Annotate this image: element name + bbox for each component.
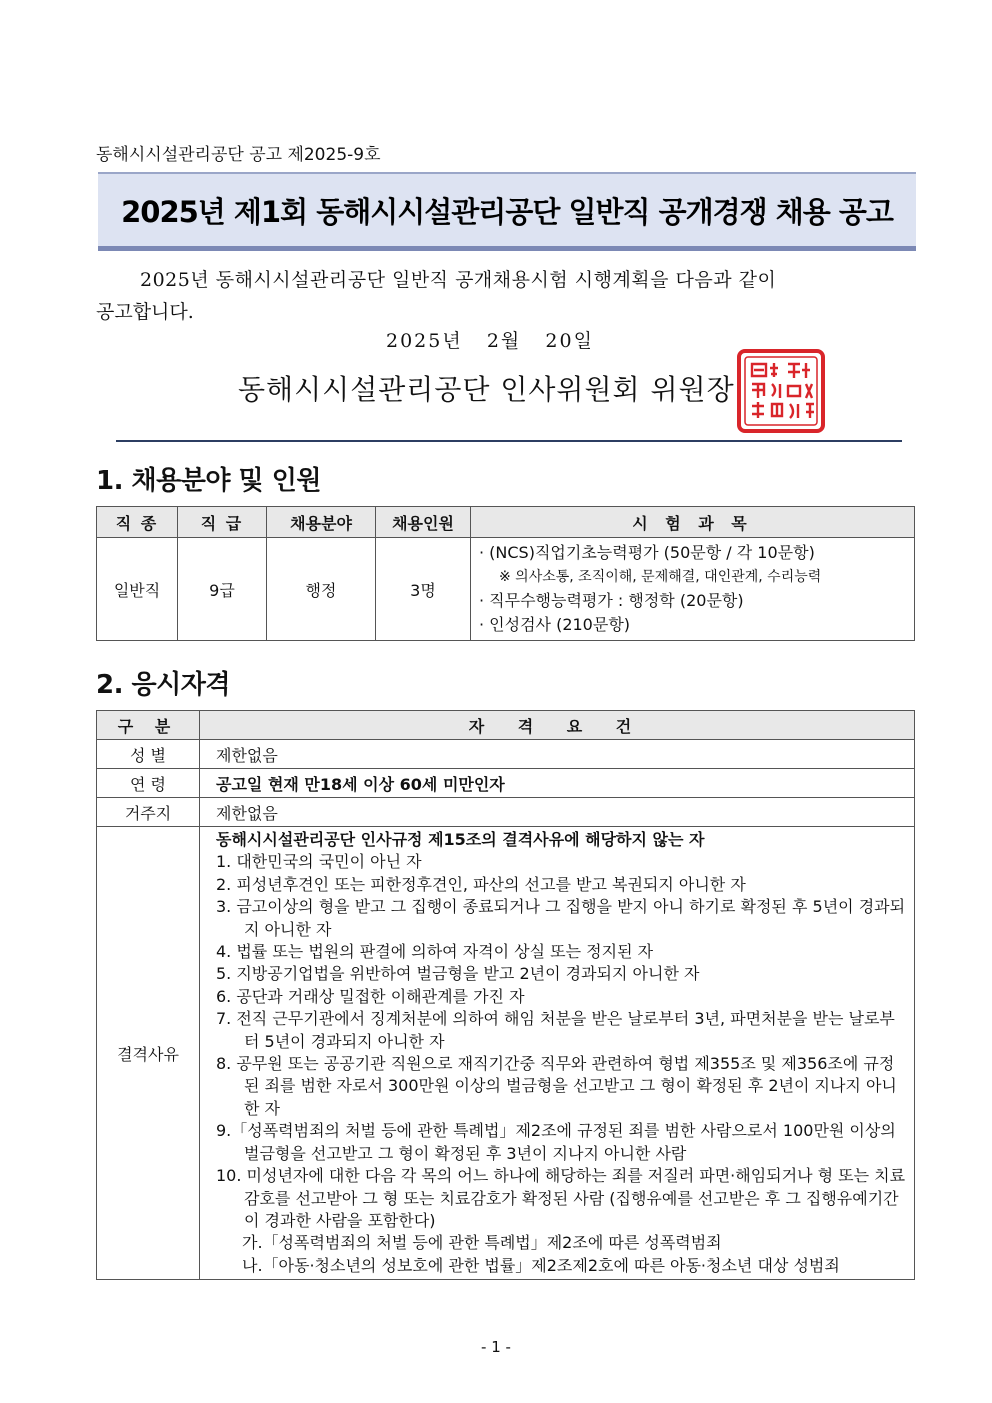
notice-date: 2025년 2월 20일 — [386, 330, 594, 352]
section1-heading: 1. 채용분야 및 인원 — [96, 466, 321, 496]
cell-job-type: 일반직 — [97, 538, 178, 641]
disqualification-list — [200, 827, 915, 1280]
subject-item: · 직무수행능력평가 : 행정학 (20문항) — [479, 591, 744, 610]
header-count: 채용인원 — [376, 507, 471, 538]
cell-count: 3명 — [376, 538, 471, 641]
disq-item: 8. 공무원 또는 공공기관 직원으로 재직기간중 직무와 관련하여 형법 제355조 및 제356조에 규정된 죄를 범한 자로서 300만원 이상의 벌금형을 선고받고 그 형이 확정된 후 2년이 지나지 아니한 자 — [216, 1054, 897, 1118]
header-job-type: 직 종 — [97, 507, 178, 538]
header-requirements: 자 격 요 건 — [200, 711, 915, 740]
disq-item: 1. 대한민국의 국민이 아닌 자 — [216, 852, 422, 872]
page-title: 2025년 제1회 동해시시설관리공단 일반직 공개경쟁 채용 공고 — [121, 194, 893, 229]
disq-item: 5. 지방공기업법을 위반하여 벌금형을 받고 2년이 경과되지 아니한 자 — [216, 964, 700, 984]
table-row — [97, 827, 915, 1280]
qualification-table — [96, 710, 915, 1280]
disq-item: 2. 피성년후견인 또는 피한정후견인, 파산의 선고를 받고 복권되지 아니한 자 — [216, 874, 746, 894]
header-grade: 직 급 — [178, 507, 267, 538]
table-row — [97, 769, 915, 798]
label-gender: 성 별 — [97, 740, 200, 769]
recruitment-table — [96, 506, 915, 641]
divider — [116, 440, 902, 442]
notice-number: 동해시시설관리공단 공고 제2025-9호 — [96, 145, 381, 165]
subject-item: · (NCS)직업기초능력평가 (50문항 / 각 10문항) — [479, 543, 815, 562]
cell-grade: 9급 — [178, 538, 267, 641]
disq-title: 동해시시설관리공단 인사규정 제15조의 결격사유에 해당하지 않는 자 — [216, 830, 705, 849]
header-category: 구 분 — [97, 711, 200, 740]
value-residence: 제한없음 — [200, 798, 915, 827]
official-seal-icon — [736, 348, 826, 434]
disq-item: 3. 금고이상의 형을 받고 그 집행이 종료되거나 그 집행을 받지 아니 하기로 확정된 후 5년이 경과되지 아니한 자 — [216, 897, 906, 939]
signer: 동해시시설관리공단 인사위원회 위원장 — [238, 373, 735, 406]
page-number: - 1 - — [481, 1338, 511, 1356]
table-row — [97, 798, 915, 827]
disq-item: 7. 전직 근무기관에서 징계처분에 의하여 해임 처분을 받은 날로부터 3년, 파면처분을 받는 날로부터 5년이 경과되지 아니한 자 — [216, 1009, 895, 1051]
label-disqualification: 결격사유 — [97, 827, 200, 1280]
intro-line-1: 2025년 동해시시설관리공단 일반직 공개채용시험 시행계획을 다음과 같이 — [140, 269, 777, 291]
section2-heading: 2. 응시자격 — [96, 670, 230, 700]
label-residence: 거주지 — [97, 798, 200, 827]
disq-item: 4. 법률 또는 법원의 판결에 의하여 자격이 상실 또는 정지된 자 — [216, 942, 654, 962]
intro-line-2: 공고합니다. — [96, 301, 194, 323]
intro-text — [96, 264, 918, 328]
disq-subitem: 나.「아동·청소년의 성보호에 관한 법률」제2조제2호에 따른 아동·청소년 대상 성범죄 — [242, 1255, 840, 1275]
cell-subjects — [471, 538, 915, 641]
table-row — [97, 538, 915, 641]
disq-subitem: 가.「성폭력범죄의 처벌 등에 관한 특례법」제2조에 따른 성폭력범죄 — [242, 1233, 722, 1253]
disq-item: 9.「성폭력범죄의 처벌 등에 관한 특례법」제2조에 규정된 죄를 범한 사람으로서 100만원 이상의 벌금형을 선고받고 그 형이 확정된 후 3년이 지나지 아니한 사람 — [216, 1121, 896, 1163]
value-age: 공고일 현재 만18세 이상 60세 미만인자 — [200, 769, 915, 798]
header-field: 채용분야 — [267, 507, 376, 538]
cell-field: 행정 — [267, 538, 376, 641]
table-header-row — [97, 507, 915, 538]
value-gender: 제한없음 — [200, 740, 915, 769]
table-row — [97, 740, 915, 769]
label-age: 연 령 — [97, 769, 200, 798]
subject-note: ※ 의사소통, 조직이해, 문제해결, 대인관계, 수리능력 — [499, 569, 822, 585]
title-banner — [98, 172, 916, 246]
disq-item: 6. 공단과 거래상 밀접한 이해관계를 가진 자 — [216, 986, 525, 1006]
table-header-row — [97, 711, 915, 740]
header-subjects: 시 험 과 목 — [471, 507, 915, 538]
subject-item: · 인성검사 (210문항) — [479, 615, 631, 634]
disq-item: 10. 미성년자에 대한 다음 각 목의 어느 하나에 해당하는 죄를 저질러 파면·해임되거나 형 또는 치료감호를 선고받아 그 형 또는 치료감호가 확정된 사람 (집행유예를 선고받은 후 그 집행유예기간이 경과한 사람을 포함한다) — [216, 1166, 906, 1230]
